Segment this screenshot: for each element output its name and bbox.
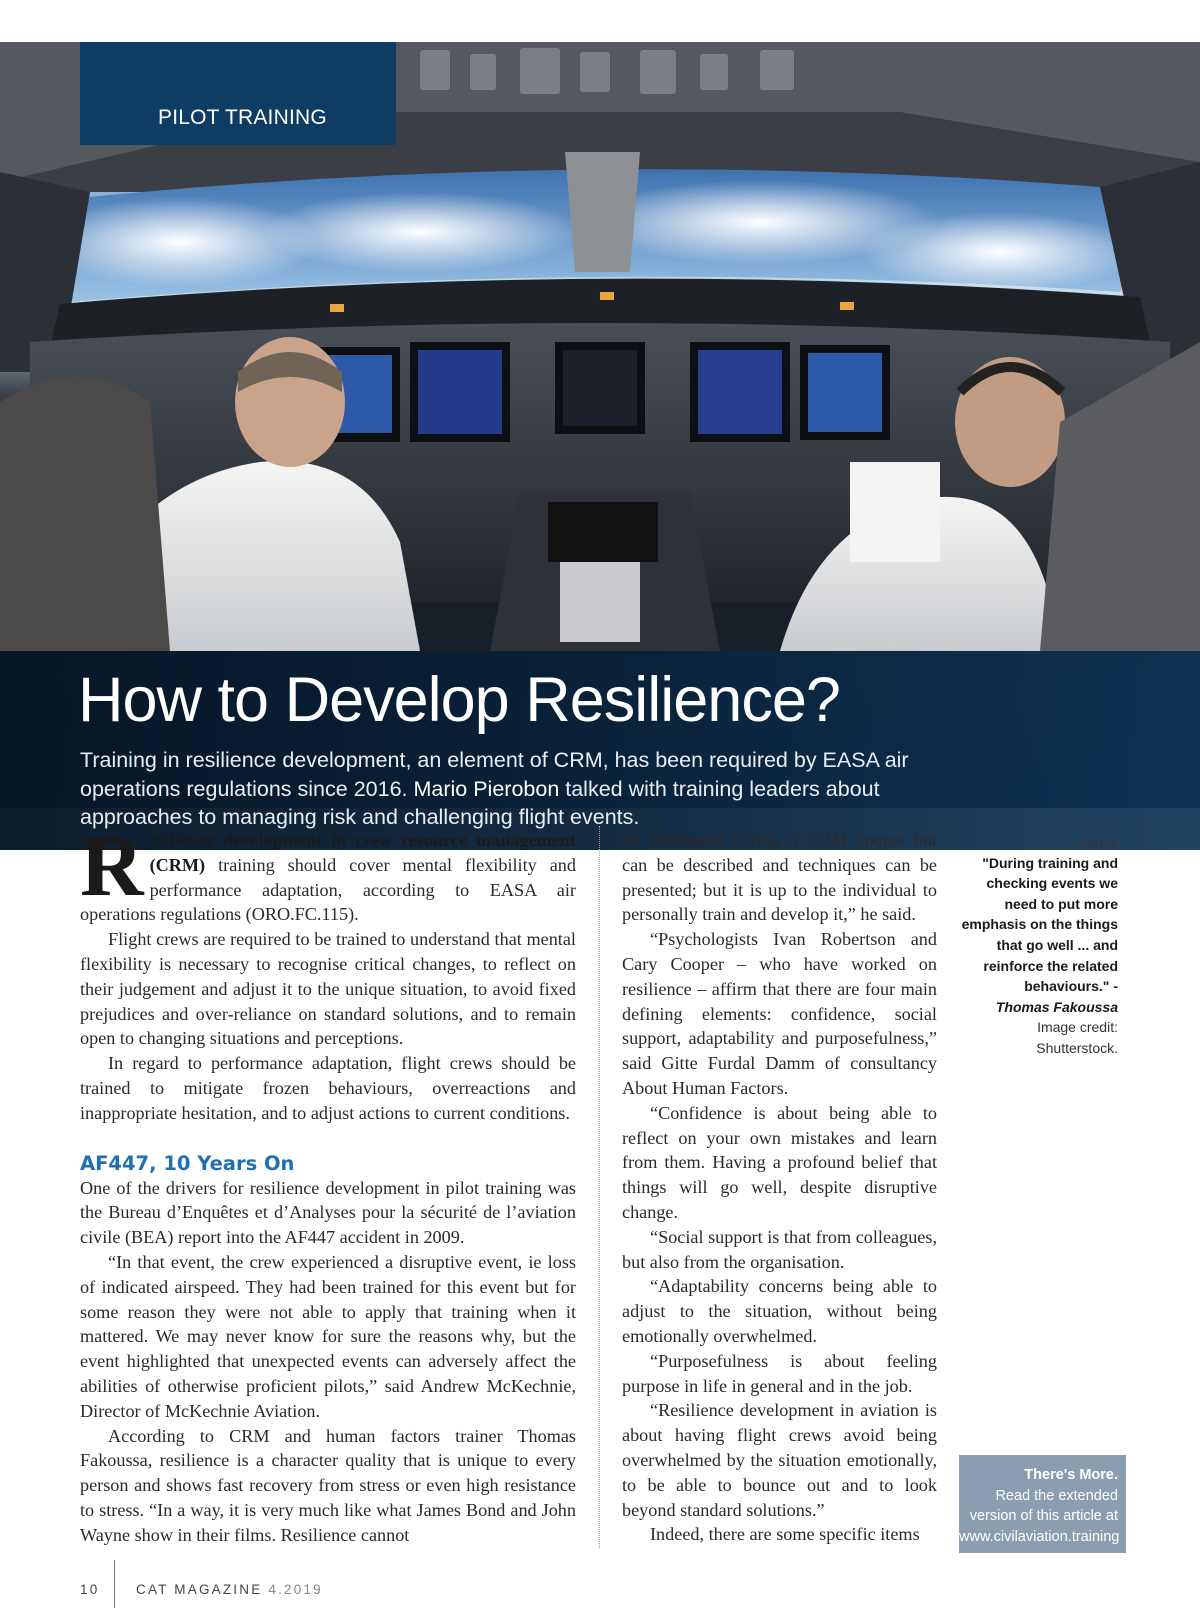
lead-rest: training should cover mental flexibility and performance adaptation, according to EASA air operations regulations (ORO.FC.115).	[80, 854, 576, 925]
paragraph: “In that event, the crew experienced a disruptive event, ie loss of indicated airspeed. They had been trained for this event but for some reason they were not able to apply that training when it mattered. We may never know for sure the reasons why, but the event highlighted that unexpected events can adversely affect the abilities of otherwise proficient pilots,” said Andrew McKechnie, Director of McKechnie Aviation.	[80, 1251, 576, 1421]
paragraph: “Adaptability concerns being able to adjust to the situation, without being emotionally overwhelmed.	[622, 1276, 937, 1346]
paragraph: be developed during a CRM course but can be described and techniques can be presented; but it is up to the individual to personally train and develop it,” he said.	[622, 830, 937, 925]
paragraph: “Social support is that from colleagues, but also from the organisation.	[622, 1226, 937, 1272]
magazine-name: CAT MAGAZINE	[136, 1582, 263, 1597]
photo-caption	[960, 832, 1118, 1059]
drop-cap: R	[80, 818, 144, 915]
article-column-2	[622, 828, 937, 1547]
article-title: How to Develop Resilience?	[78, 665, 840, 735]
footer-magazine	[136, 1582, 323, 1597]
more-title: There's More.	[1024, 1467, 1118, 1483]
standfirst-part-2: talked with training leaders about approaches to managing risk and challenging flight events.	[80, 776, 880, 829]
section-tag	[80, 42, 396, 145]
page-number: 10	[80, 1582, 100, 1597]
author-name: Mario Pierobon	[413, 776, 560, 801]
paragraph: In regard to performance adaptation, flight crews should be trained to mitigate frozen behaviours, overreactions and inappropriate hesitation, and to adjust actions to current conditions.	[80, 1053, 576, 1123]
issue-number: 4.2019	[268, 1582, 323, 1597]
article-column-1	[80, 818, 576, 1548]
section-tag-label: PILOT TRAINING	[158, 106, 327, 129]
more-text: Read the extended version of this article at	[969, 1487, 1118, 1524]
paragraph: “Confidence is about being able to reflect on your own mistakes and learn from them. Having a profound belief that things will go well, despite disruptive change.	[622, 1102, 937, 1222]
paragraph: “Resilience development in aviation is about having flight crews avoid being overwhelmed by the situation emotionally, to be able to bounce out and to look beyond standard solutions.”	[622, 1400, 937, 1520]
lead-paragraph	[80, 818, 576, 927]
more-info-box	[959, 1455, 1126, 1553]
image-credit: Image credit: Shutterstock.	[1036, 1019, 1118, 1056]
caption-quote: "During training and checking events we need to put more emphasis on the things that go well ... and reinforce the related behaviours." -	[961, 854, 1118, 995]
caption-label: Above	[1078, 834, 1118, 850]
column-divider	[599, 826, 600, 1548]
caption-attribution: Thomas Fakoussa	[995, 998, 1118, 1015]
paragraph: According to CRM and human factors trainer Thomas Fakoussa, resilience is a character quality that is unique to every person and shows fast recovery from stress or even high resistance to stress. “In a way, it is very much like what James Bond and John Wayne show in their films. Resilience cannot	[80, 1425, 576, 1545]
standfirst-part-1: Training in resilience development, an element of CRM, has been required by EASA air operations regulations since 2016.	[80, 748, 909, 801]
paragraph: “Psychologists Ivan Robertson and Cary Cooper – who have worked on resilience – affirm that there are four main defining elements: confidence, social support, adaptability and purposefulness,” said Gitte Furdal Damm of consultancy About Human Factors.	[622, 929, 937, 1098]
paragraph: One of the drivers for resilience development in pilot training was the Bureau d’Enquêtes et d’Analyses pour la sécurité de l’aviation civile (BEA) report into the AF447 accident in 2009.	[80, 1177, 576, 1248]
website-link[interactable]: www.civilaviation.training	[959, 1528, 1120, 1545]
paragraph: Flight crews are required to be trained to understand that mental flexibility is necessary to recognise critical changes, to reflect on their judgement and adjust it to the unique situation, to avoid fixed prejudices and over-reliance on standard solutions, and to remain open to changing situations and perceptions.	[80, 929, 576, 1049]
footer-divider	[114, 1560, 115, 1608]
lead-bold: esilience development in crew resource management (CRM)	[149, 830, 576, 875]
paragraph: “Purposefulness is about feeling purpose in life in general and in the job.	[622, 1350, 937, 1396]
standfirst	[80, 746, 910, 832]
paragraph: Indeed, there are some specific items	[650, 1524, 920, 1545]
section-subheading: AF447, 10 Years On	[80, 1151, 295, 1175]
hero-image	[0, 42, 1200, 829]
